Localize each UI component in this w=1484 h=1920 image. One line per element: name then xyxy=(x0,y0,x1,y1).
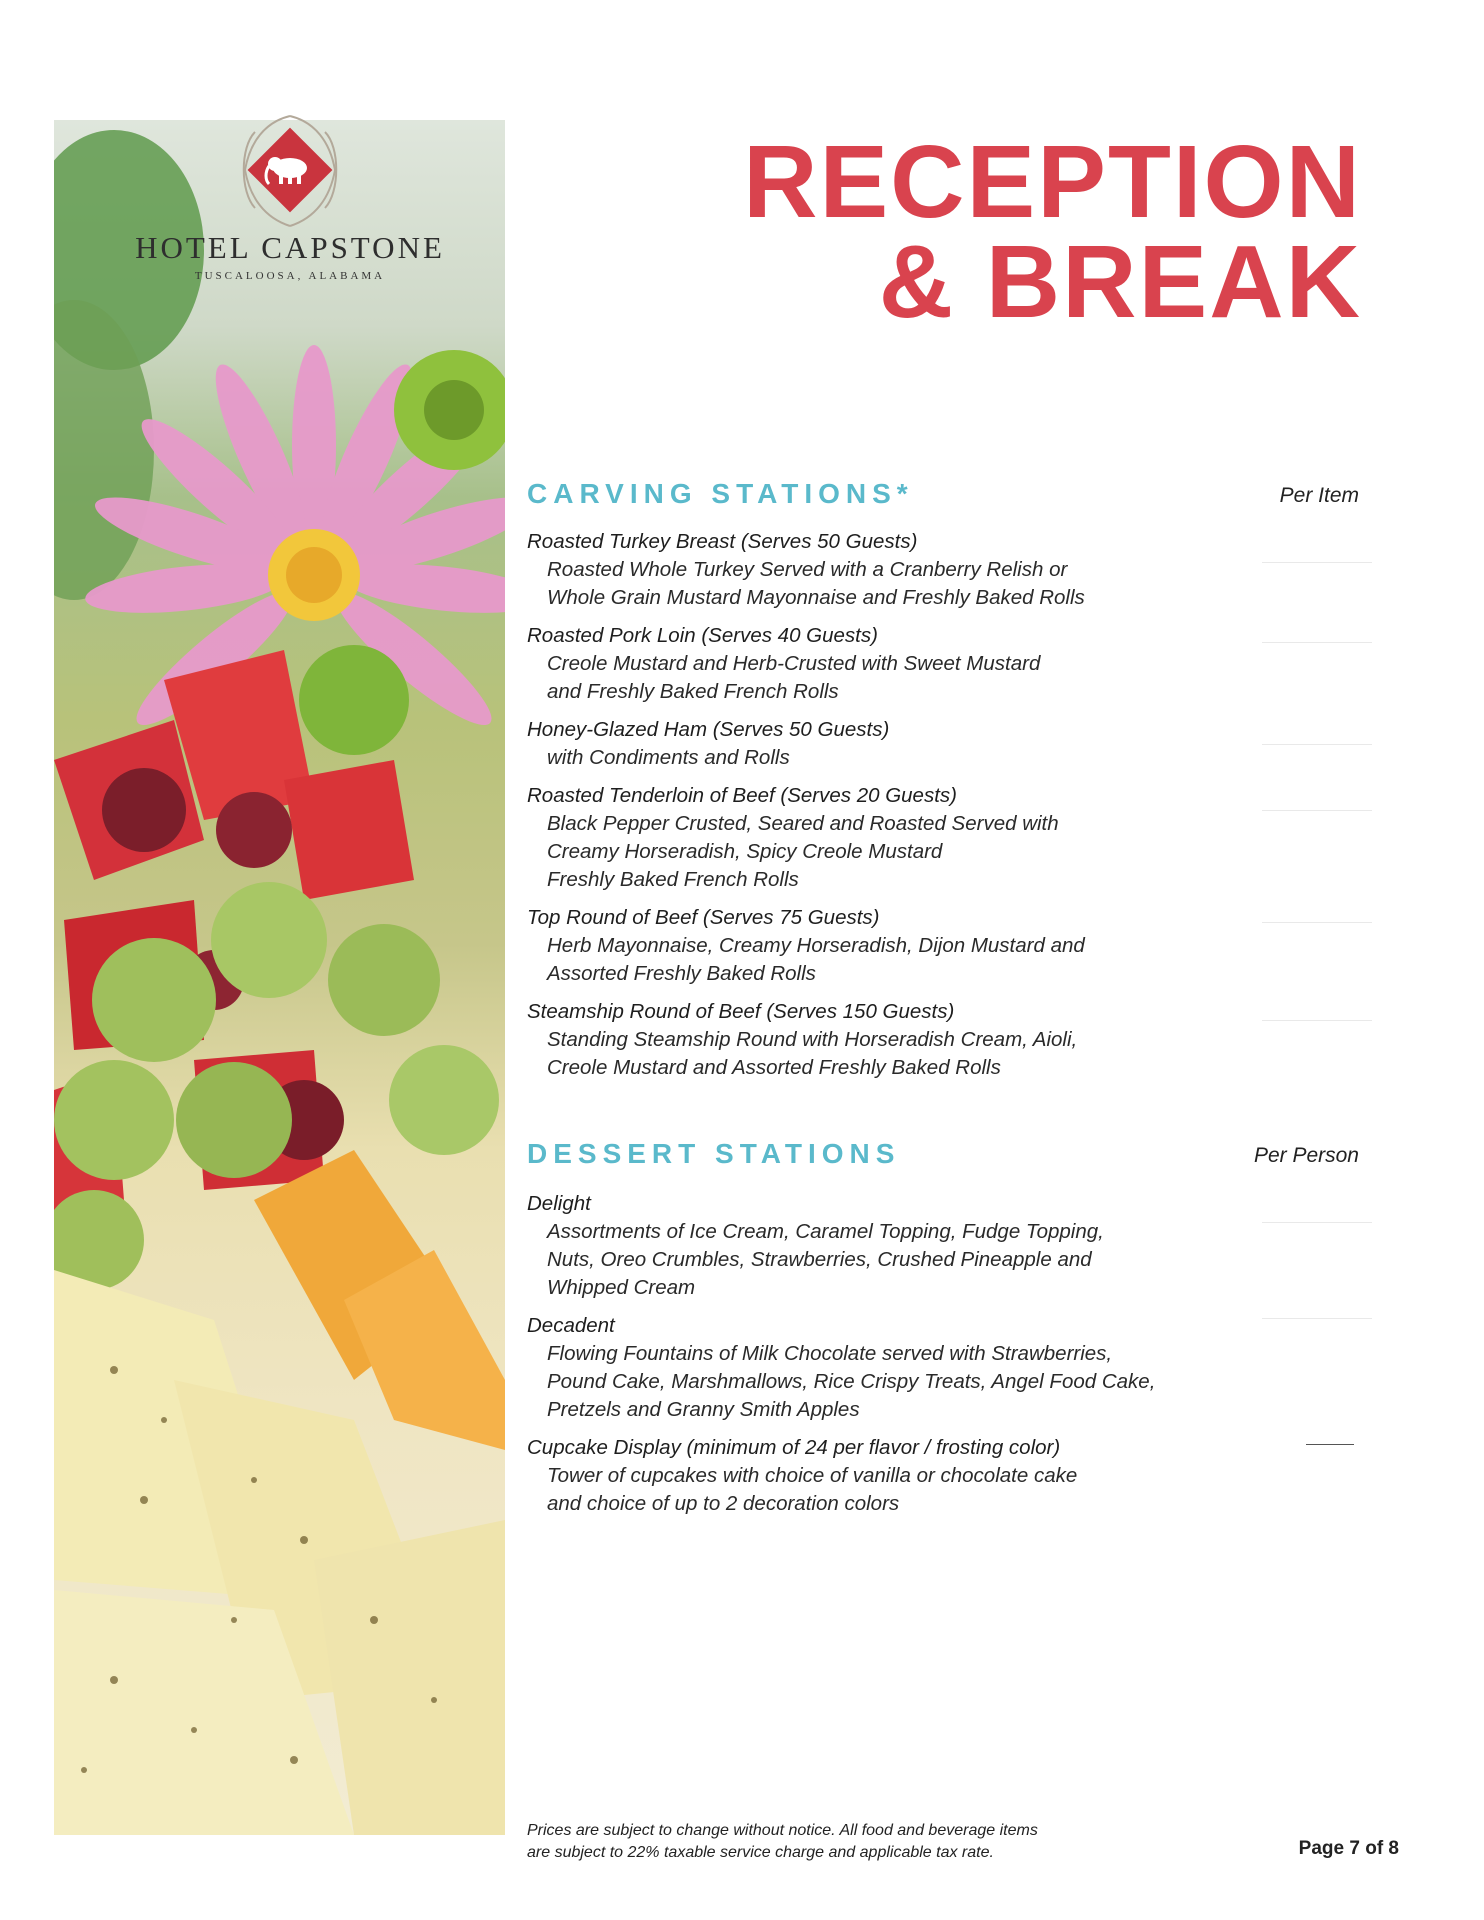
pricing-disclaimer-line-1: Prices are subject to change without notice. All food and beverage items xyxy=(527,1822,1038,1839)
menu-item-description: Herb Mayonnaise, Creamy Horseradish, Dijon Mustard and Assorted Freshly Baked Rolls xyxy=(547,934,1085,985)
food-photo xyxy=(54,120,505,1835)
carving-stations-heading: CARVING STATIONS* xyxy=(527,478,914,509)
price-line xyxy=(1306,1444,1354,1445)
price-line xyxy=(1262,744,1372,745)
menu-item-description: Creole Mustard and Herb-Crusted with Sweet Mustard and Freshly Baked French Rolls xyxy=(547,652,1041,703)
menu-item-name: Roasted Pork Loin (Serves 40 Guests) xyxy=(527,624,878,647)
menu-item xyxy=(527,998,1287,1082)
price-line xyxy=(1262,642,1372,643)
menu-item-description: Roasted Whole Turkey Served with a Cranberry Relish or Whole Grain Mustard Mayonnaise and Freshly Baked Rolls xyxy=(547,558,1085,609)
menu-item xyxy=(527,1312,1287,1424)
carving-menu-list xyxy=(527,528,1287,1092)
page-number: Page 7 of 8 xyxy=(1298,1838,1399,1859)
menu-item xyxy=(527,1434,1287,1518)
hotel-name: HOTEL CAPSTONE xyxy=(135,230,445,265)
menu-item-description: with Condiments and Rolls xyxy=(547,746,790,769)
price-line xyxy=(1262,562,1372,563)
menu-item xyxy=(527,904,1287,988)
menu-item-name: Top Round of Beef (Serves 75 Guests) xyxy=(527,906,880,929)
page-title xyxy=(743,124,1362,339)
food-photo-illustration xyxy=(54,120,505,1835)
menu-item-description: Black Pepper Crusted, Seared and Roasted Served with Creamy Horseradish, Spicy Creole Mustard Freshly Baked French Rolls xyxy=(547,812,1059,891)
menu-item xyxy=(527,1190,1287,1302)
menu-item-description: Tower of cupcakes with choice of vanilla or chocolate cake and choice of up to 2 decoration colors xyxy=(547,1464,1078,1515)
carving-price-column-label: Per Item xyxy=(1279,484,1359,507)
menu-item xyxy=(527,716,1287,772)
hotel-location: TUSCALOOSA, ALABAMA xyxy=(194,270,386,282)
elephant-diamond-icon xyxy=(225,112,355,230)
menu-item-description: Flowing Fountains of Milk Chocolate served with Strawberries, Pound Cake, Marshmallows, Rice Crispy Treats, Angel Food Cake, Pretzels and Granny Smith Apples xyxy=(547,1342,1156,1421)
menu-item-description: Standing Steamship Round with Horseradish Cream, Aioli, Creole Mustard and Assorted Freshly Baked Rolls xyxy=(547,1028,1078,1079)
pricing-disclaimer-line-2: are subject to 22% taxable service charge and applicable tax rate. xyxy=(527,1844,994,1861)
menu-item-description: Assortments of Ice Cream, Caramel Topping, Fudge Topping, Nuts, Oreo Crumbles, Strawberries, Crushed Pineapple and Whipped Cream xyxy=(547,1220,1104,1299)
menu-item-name: Roasted Tenderloin of Beef (Serves 20 Guests) xyxy=(527,784,957,807)
menu-item xyxy=(527,528,1287,612)
dessert-menu-list xyxy=(527,1190,1287,1528)
hotel-logo xyxy=(100,112,480,292)
menu-item-name: Honey-Glazed Ham (Serves 50 Guests) xyxy=(527,718,890,741)
page-title-line-2: & BREAK xyxy=(878,224,1362,339)
menu-item-name: Roasted Turkey Breast (Serves 50 Guests) xyxy=(527,530,918,553)
menu-item xyxy=(527,782,1287,894)
menu-item-name: Cupcake Display (minimum of 24 per flavor / frosting color) xyxy=(527,1436,1061,1459)
price-line xyxy=(1262,810,1372,811)
menu-item-name: Decadent xyxy=(527,1314,615,1337)
price-line xyxy=(1262,922,1372,923)
dessert-price-column-label: Per Person xyxy=(1253,1144,1359,1167)
menu-item-name: Delight xyxy=(527,1192,591,1215)
price-line xyxy=(1262,1020,1372,1021)
dessert-stations-heading: DESSERT STATIONS xyxy=(527,1138,901,1169)
menu-item xyxy=(527,622,1287,706)
menu-item-name: Steamship Round of Beef (Serves 150 Guests) xyxy=(527,1000,955,1023)
pricing-disclaimer xyxy=(527,1820,1167,1864)
page-title-line-1: RECEPTION xyxy=(743,124,1362,239)
